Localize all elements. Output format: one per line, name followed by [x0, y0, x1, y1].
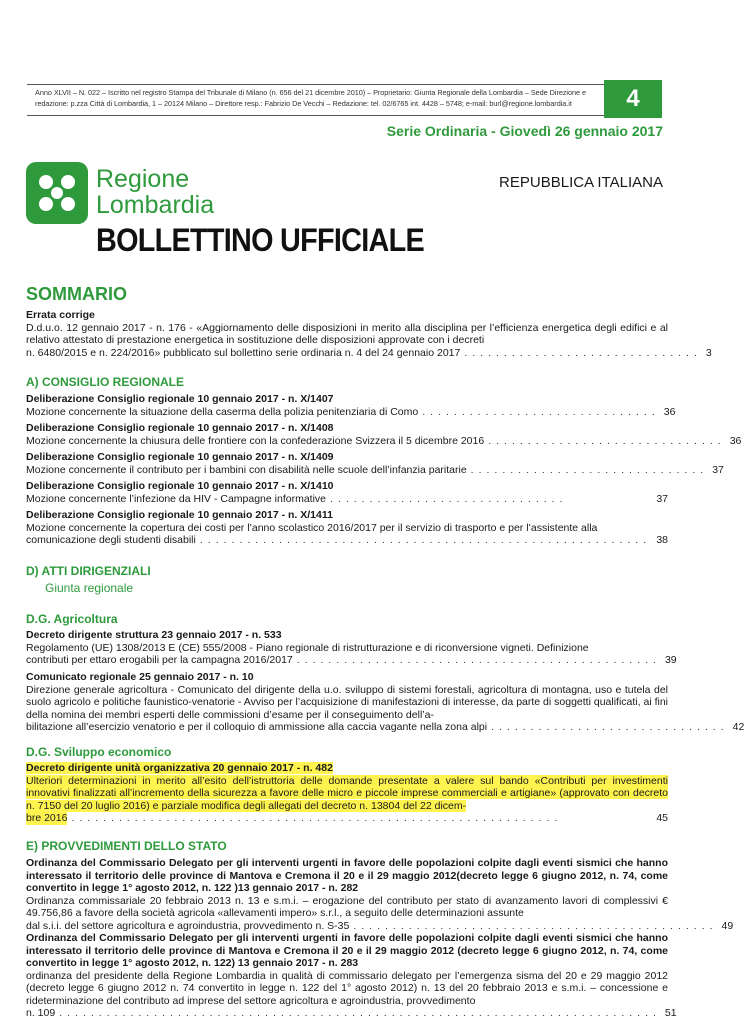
- errata-page: 3: [705, 346, 712, 359]
- section-a-item[interactable]: Deliberazione Consiglio regionale 10 gennaio 2017 - n. X/1409 Mozione concernente il contributo per i bambini con disabilità nelle scuole dell’infanzia paritarie .............................. 37: [26, 451, 724, 476]
- item-text: comunicazione degli studenti disabili: [26, 534, 196, 546]
- item-body: Regolamento (UE) 1308/2013 E (CE) 555/2008 - Piano regionale di ristrutturazione e di riconversione vigneti. Definizione: [26, 641, 589, 654]
- masthead-line-1: Anno XLVII – N. 022 – Iscritto nel registro Stampa del Tribunale di Milano (n. 656 del 21 dicembre 2010) – Proprietario: Giunta Regionale della Lombardia – Sede Direzione e: [35, 88, 587, 97]
- item-head: Deliberazione Consiglio regionale 10 gennaio 2017 - n. X/1408: [26, 422, 334, 434]
- logo-line-1: Regione: [96, 165, 190, 193]
- item-text: contributi per ettaro erogabili per la campagna 2016/2017: [26, 654, 293, 666]
- item-text: Mozione concernente la situazione della caserma della polizia penitenziaria di Como: [26, 405, 419, 418]
- errata-entry[interactable]: Errata corrige D.d.u.o. 12 gennaio 2017 - n. 176 - «Aggiornamento delle disposizioni in merito alla disciplina per l’efficienza energetica degli edifici e al relativo attestato di prestazione energetica in sostituzione delle disposizioni approvate con i decreti n. 6480/2015 e n. 224/2016» pubblicato sul bollettino serie ordinaria n. 4 del 24 gennaio 2017 .............................. 3: [26, 309, 712, 359]
- item-head: Comunicato regionale 25 gennaio 2017 - n. 10: [26, 671, 254, 683]
- item-head: Ordinanza del Commissario Delegato per gli interventi urgenti in favore delle popolazioni colpite dagli eventi sismici che hanno interessato il territorio delle province di Mantova e Cremona il 20 e il 29 maggio 2012(decreto legge 6 giugno 2012, n. 74, come convertito in legge 1° agosto 2012, n. 122 )13 gennaio 2017 - n. 282: [26, 857, 668, 894]
- item-head: Deliberazione Consiglio regionale 10 gennaio 2017 - n. X/1410: [26, 480, 334, 492]
- item-head: Decreto dirigente unità organizzativa 20 gennaio 2017 - n. 482: [26, 762, 333, 774]
- errata-head: Errata corrige: [26, 309, 95, 321]
- regione-lombardia-logo-icon: [26, 162, 88, 224]
- errata-body: D.d.u.o. 12 gennaio 2017 - n. 176 - «Aggiornamento delle disposizioni in merito alla disciplina per l’efficienza energetica degli edifici e al relativo attestato di prestazione energetica in sostituzione delle disposizioni approvate con i decreti: [26, 321, 668, 346]
- masthead-info: [27, 84, 605, 116]
- item-text: Mozione concernente la chiusura delle frontiere con la confederazione Svizzera il 5 dicembre 2016: [26, 434, 485, 447]
- section-d-title: D) ATTI DIRIGENZIALI: [26, 564, 151, 578]
- item-page: 38: [656, 534, 668, 546]
- item-text: bilitazione all’esercizio venatorio e per il colloquio di ammissione alla caccia vagante nella zona alpi: [26, 721, 488, 733]
- sommario-title: SOMMARIO: [26, 284, 127, 304]
- item-text: Mozione concernente il contributo per i bambini con disabilità nelle scuole dell’infanzia paritarie: [26, 463, 467, 476]
- item-text: Mozione concernente l’infezione da HIV - Campagne informative: [26, 492, 326, 505]
- item-page: 45: [656, 812, 668, 824]
- dg-agricoltura-item[interactable]: Decreto dirigente struttura 23 gennaio 2017 - n. 533 Regolamento (UE) 1308/2013 E (CE) 555/2008 - Piano regionale di ristrutturazione e di riconversione vigneti. Definizione contributi per ettaro erogabili per la campagna 2016/2017 .............................................. 39: [26, 629, 677, 666]
- section-a-item[interactable]: Deliberazione Consiglio regionale 10 gennaio 2017 - n. X/1407 Mozione concernente la situazione della caserma della polizia penitenziaria di Como .............................. 36: [26, 393, 676, 418]
- section-e-title: E) PROVVEDIMENTI DELLO STATO: [26, 839, 227, 853]
- section-d-subtitle: Giunta regionale: [45, 581, 134, 595]
- item-head: Decreto dirigente struttura 23 gennaio 2017 - n. 533: [26, 629, 282, 641]
- item-page: 37: [656, 492, 668, 505]
- item-text: bre 2016: [26, 812, 68, 824]
- dg-agricoltura-item[interactable]: Comunicato regionale 25 gennaio 2017 - n. 10 Direzione generale agricoltura - Comunicato del dirigente della u.o. sviluppo di sistemi forestali, agricoltura di montagna, uso e tutela del suolo agricolo e politiche faunistico-venatorie - Avviso per l’acquisizione di manifestazioni di interesse, da parte di soggetti qualificati, ai fini della nomina dei membri esperti delle commissioni d’esame per il conseguimento dell’a- bilitazione all’esercizio venatorio e per il colloquio di ammissione alla caccia vagante nella zona alpi .............................. 42: [26, 671, 744, 733]
- item-page: 36: [729, 434, 742, 447]
- dg-sviluppo-item[interactable]: Decreto dirigente unità organizzativa 20 gennaio 2017 - n. 482 Ulteriori determinazioni in merito all’esito dell’istruttoria delle domande presentate a valere sul bando «Contributi per investimenti innovativi finalizzati all’incremento della sicurezza a favore delle micro e piccole imprese commerciali e artigiane» (approvato con decreto n. 7150 del 20 luglio 2016) e parziale modifica degli allegati del decreto n. 13804 del 22 dicem- bre 2016 .............................................................. 45: [26, 762, 668, 824]
- item-text: dal s.i.i. del settore agricoltura e agroindustria, provvedimento n. S-35: [26, 919, 350, 932]
- section-a-item[interactable]: Deliberazione Consiglio regionale 10 gennaio 2017 - n. X/1411 Mozione concernente la copertura dei costi per l’anno scolastico 2016/2017 per il servizio di trasporto e per l’assistente alla comunicazione degli studenti disabili ......................................................... 38: [26, 509, 668, 546]
- serie-date: Serie Ordinaria - Giovedì 26 gennaio 2017: [386, 123, 663, 139]
- section-a-item[interactable]: Deliberazione Consiglio regionale 10 gennaio 2017 - n. X/1410 Mozione concernente l’infezione da HIV - Campagne informative .............................. 37: [26, 480, 668, 505]
- item-head: Deliberazione Consiglio regionale 10 gennaio 2017 - n. X/1407: [26, 393, 334, 405]
- item-page: 49: [721, 919, 734, 932]
- item-head: Deliberazione Consiglio regionale 10 gennaio 2017 - n. X/1411: [26, 509, 333, 521]
- item-body: ordinanza del presidente della Regione Lombardia in qualità di commissario delegato per l’emergenza sisma del 20 e 29 maggio 2012 (decreto legge 6 giugno 2012 n. 74 convertito in legge n. 122 del 1° agosto 2012) n. 13 del 20 febbraio 2013 e s.m.i. – concessione e rideterminazione del contributo ad imprese del settore agricoltura e agroindustria, provvedimento: [26, 969, 668, 1007]
- item-page: 51: [664, 1007, 677, 1019]
- issue-number-badge: 4: [604, 80, 662, 118]
- item-text: n. 109: [26, 1007, 56, 1019]
- section-e-item[interactable]: Ordinanza del Commissario Delegato per gli interventi urgenti in favore delle popolazioni colpite dagli eventi sismici che hanno interessato il territorio delle province di Mantova e Cremona il 20 e il 29 maggio 2012(decreto legge 6 giugno 2012, n. 74, come convertito in legge 1° agosto 2012, n. 122 )13 gennaio 2017 - n. 282 Ordinanza commissariale 20 febbraio 2013 n. 13 e s.m.i. – erogazione del contributo per stato di avanzamento lavori di complessivi € 49.756,86 a favore della società agricola «allevamenti impero» s.r.l., a seguito delle determinazioni assunte dal s.i.i. del settore agricoltura e agroindustria, provvedimento n. S-35 .............................................. 49: [26, 857, 734, 932]
- masthead-line-2: redazione: p.zza Città di Lombardia, 1 – 20124 Milano – Direttore resp.: Fabrizio De Vecchi – Redazione: tel. 02/6765 int. 4428 – 5748; e-mail: burl@regione.lombardia.it: [35, 99, 572, 108]
- item-page: 36: [663, 405, 676, 418]
- item-page: 37: [712, 463, 724, 476]
- dg-sviluppo-title: D.G. Sviluppo economico: [26, 745, 172, 759]
- item-body: Ordinanza commissariale 20 febbraio 2013 n. 13 e s.m.i. – erogazione del contributo per stato di avanzamento lavori di complessivi € 49.756,86 a favore della società agricola «allevamenti impero» s.r.l., a seguito delle determinazioni assunte: [26, 894, 668, 919]
- logo-line-2: Lombardia: [96, 191, 215, 219]
- errata-last: n. 6480/2015 e n. 224/2016» pubblicato sul bollettino serie ordinaria n. 4 del 24 gennaio 2017: [26, 346, 461, 359]
- item-page: 42: [732, 721, 744, 733]
- item-page: 39: [664, 654, 677, 666]
- page-title: BOLLETTINO UFFICIALE: [96, 222, 424, 258]
- item-body: Ulteriori determinazioni in merito all’esito dell’istruttoria delle domande presentate a valere sul bando «Contributi per investimenti innovativi finalizzati all’incremento della sicurezza a favore delle micro e piccole imprese commerciali e artigiane» (approvato con decreto n. 7150 del 20 luglio 2016) e parziale modifica degli allegati del decreto n. 13804 del 22 dicem-: [26, 774, 668, 812]
- section-e-item[interactable]: Ordinanza del Commissario Delegato per gli interventi urgenti in favore delle popolazioni colpite dagli eventi sismici che hanno interessato il territorio delle province di Mantova e Cremona il 20 e il 29 maggio 2012 (decreto legge 6 giugno 2012, n. 74, come convertito in legge 1° agosto 2012, n. 122) 13 gennaio 2017 - n. 283 ordinanza del presidente della Regione Lombardia in qualità di commissario delegato per l’emergenza sisma del 20 e 29 maggio 2012 (decreto legge 6 giugno 2012 n. 74 convertito in legge n. 122 del 1° agosto 2012) n. 13 del 20 febbraio 2013 e s.m.i. – concessione e rideterminazione del contributo ad imprese del settore agricoltura e agroindustria, provvedimento n. 109 ............................................................................ 51: [26, 932, 677, 1019]
- item-head: Ordinanza del Commissario Delegato per gli interventi urgenti in favore delle popolazioni colpite dagli eventi sismici che hanno interessato il territorio delle province di Mantova e Cremona il 20 e il 29 maggio 2012 (decreto legge 6 giugno 2012, n. 74, come convertito in legge 1° agosto 2012, n. 122) 13 gennaio 2017 - n. 283: [26, 932, 668, 969]
- section-a-item[interactable]: Deliberazione Consiglio regionale 10 gennaio 2017 - n. X/1408 Mozione concernente la chiusura delle frontiere con la confederazione Svizzera il 5 dicembre 2016 .............................. 36: [26, 422, 742, 447]
- repubblica-italiana: REPUBBLICA ITALIANA: [499, 174, 663, 191]
- item-head: Deliberazione Consiglio regionale 10 gennaio 2017 - n. X/1409: [26, 451, 334, 463]
- item-body: Mozione concernente la copertura dei costi per l’anno scolastico 2016/2017 per il servizio di trasporto e per l’assistente alla: [26, 521, 598, 534]
- dg-agricoltura-title: D.G. Agricoltura: [26, 612, 118, 626]
- logo-wordmark: [96, 166, 214, 218]
- item-body: Direzione generale agricoltura - Comunicato del dirigente della u.o. sviluppo di sistemi forestali, agricoltura di montagna, uso e tutela del suolo agricolo e politiche faunistico-venatorie - Avviso per l’acquisizione di manifestazioni di interesse, da parte di soggetti qualificati, ai fini della nomina dei membri esperti delle commissioni d’esame per il conseguimento dell’a-: [26, 683, 668, 721]
- section-a-title: A) CONSIGLIO REGIONALE: [26, 375, 185, 389]
